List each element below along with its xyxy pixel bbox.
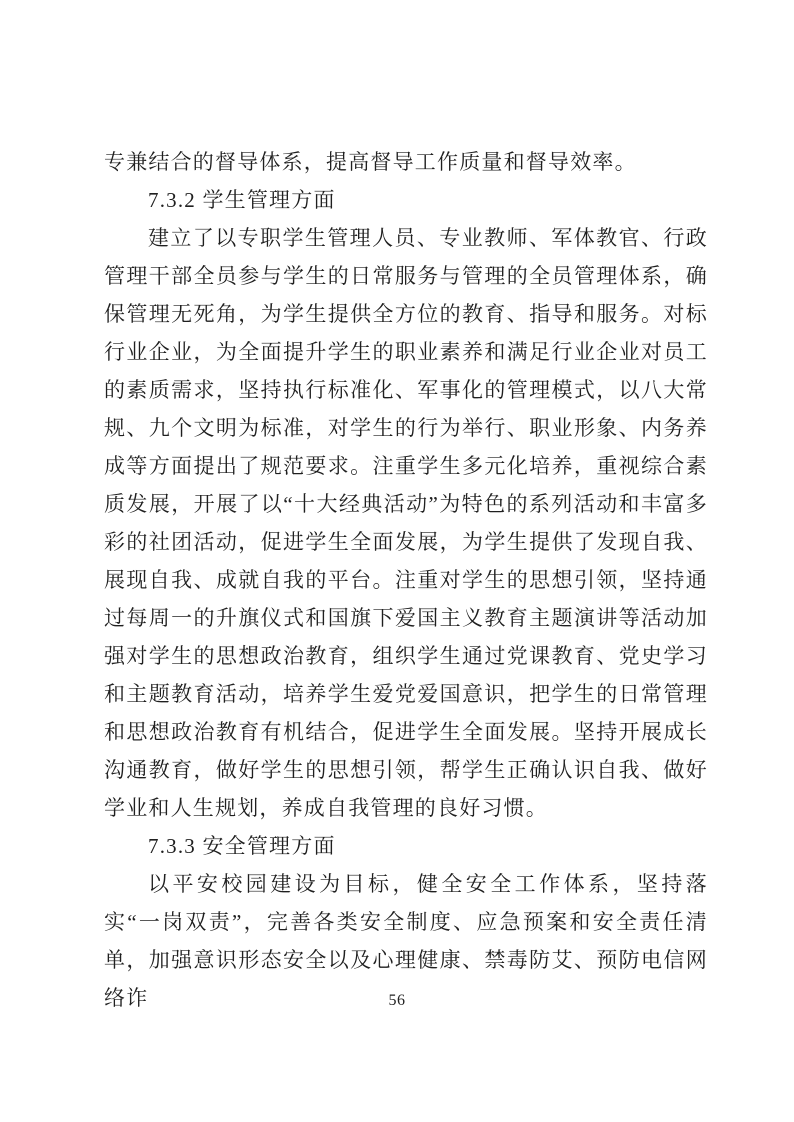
paragraph-continued-supervision: 专兼结合的督导体系，提高督导工作质量和督导效率。	[104, 150, 637, 174]
page-number: 56	[388, 992, 406, 1009]
section-heading-7-3-3: 7.3.3 安全管理方面	[148, 834, 336, 858]
section-heading-7-3-2: 7.3.2 学生管理方面	[148, 188, 336, 212]
paragraph-safety-management: 以平安校园建设为目标，健全安全工作体系，坚持落实“一岗双责”，完善各类安全制度、应急预案和安全责任清单，加强意识形态安全以及心理健康、禁毒防艾、预防电信网络诈	[104, 872, 708, 1010]
document-body	[104, 143, 708, 1017]
paragraph-student-management: 建立了以专职学生管理人员、专业教师、军体教官、行政管理干部全员参与学生的日常服务与管理的全员管理体系，确保管理无死角，为学生提供全方位的教育、指导和服务。对标行业企业，为全面提升学生的职业素养和满足行业企业对员工的素质需求，坚持执行标准化、军事化的管理模式，以八大常规、九个文明为标准，对学生的行为举行、职业形象、内务养成等方面提出了规范要求。注重学生多元化培养，重视综合素质发展，开展了以“十大经典活动”为特色的系列活动和丰富多彩的社团活动，促进学生全面发展，为学生提供了发现自我、展现自我、成就自我的平台。注重对学生的思想引领，坚持通过每周一的升旗仪式和国旗下爱国主义教育主题演讲等活动加强对学生的思想政治教育，组织学生通过党课教育、党史学习和主题教育活动，培养学生爱党爱国意识，把学生的日常管理和思想政治教育有机结合，促进学生全面发展。坚持开展成长沟通教育，做好学生的思想引领，帮学生正确认识自我、做好学业和人生规划，养成自我管理的良好习惯。	[104, 226, 708, 820]
